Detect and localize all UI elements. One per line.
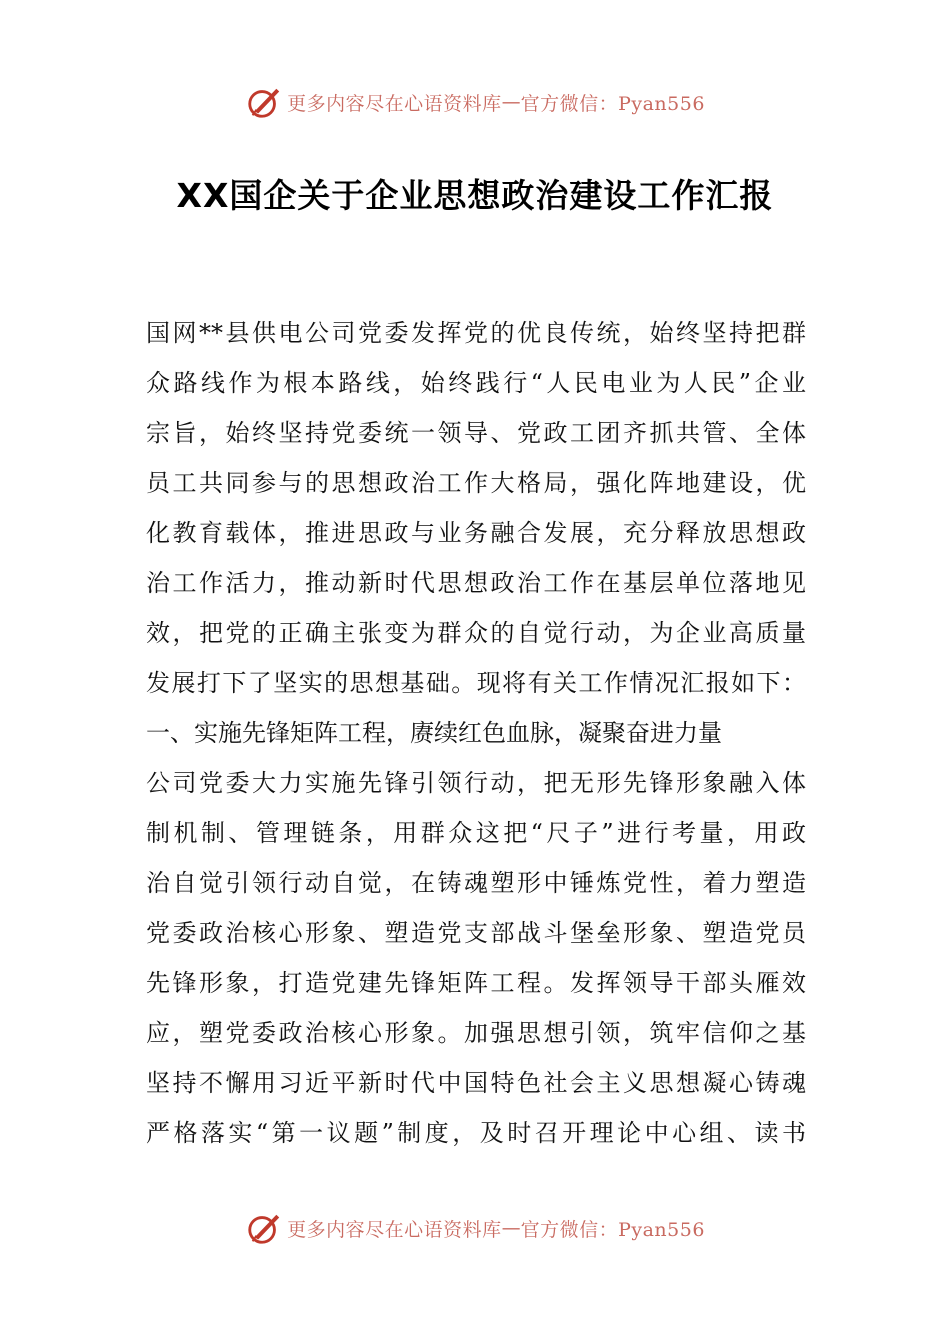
body-line: 应，塑党委政治核心形象。加强思想引领，筑牢信仰之基 <box>146 1019 806 1047</box>
watermark-separator: — <box>501 91 521 113</box>
body-line: 效，把党的正确主张变为群众的自觉行动，为企业高质量 <box>146 619 806 647</box>
body-line: 发展打下了坚实的思想基础。现将有关工作情况汇报如下： <box>146 669 806 697</box>
document-title: XX国企关于企业思想政治建设工作汇报 <box>176 176 774 215</box>
quill-logo-icon <box>245 1209 283 1247</box>
body-line: 国网**县供电公司党委发挥党的优良传统，始终坚持把群 <box>146 319 806 347</box>
body-line: 严格落实“第一议题”制度，及时召开理论中心组、读书 <box>146 1119 806 1147</box>
watermark-header <box>0 82 950 122</box>
watermark-wechat: 官方微信：Pyan556 <box>520 92 705 115</box>
watermark-footer <box>0 1208 950 1248</box>
watermark-text: 更多内容尽在心语资料库 <box>287 1218 502 1241</box>
body-line: 治自觉引领行动自觉，在铸魂塑形中锤炼党性，着力塑造 <box>146 869 806 897</box>
body-line: 化教育载体，推进思政与业务融合发展，充分释放思想政 <box>146 519 806 547</box>
quill-logo-icon <box>245 83 283 121</box>
section-heading: 一、实施先锋矩阵工程，赓续红色血脉，凝聚奋进力量 <box>146 719 722 747</box>
body-line: 众路线作为根本路线，始终践行“人民电业为人民”企业 <box>146 369 806 397</box>
body-line: 员工共同参与的思想政治工作大格局，强化阵地建设，优 <box>146 469 806 497</box>
watermark-wechat: 官方微信：Pyan556 <box>520 1218 705 1241</box>
document-body <box>146 308 806 1158</box>
body-line: 公司党委大力实施先锋引领行动，把无形先锋形象融入体 <box>146 769 806 797</box>
body-line: 先锋形象，打造党建先锋矩阵工程。发挥领导干部头雁效 <box>146 969 806 997</box>
body-line: 制机制、管理链条，用群众这把“尺子”进行考量，用政 <box>146 819 806 847</box>
body-line: 党委政治核心形象、塑造党支部战斗堡垒形象、塑造党员 <box>146 919 806 947</box>
body-line: 治工作活力，推动新时代思想政治工作在基层单位落地见 <box>146 569 806 597</box>
body-line: 坚持不懈用习近平新时代中国特色社会主义思想凝心铸魂 <box>146 1069 806 1097</box>
body-line: 宗旨，始终坚持党委统一领导、党政工团齐抓共管、全体 <box>146 419 806 447</box>
watermark-separator: — <box>501 1217 521 1239</box>
watermark-text: 更多内容尽在心语资料库 <box>287 92 502 115</box>
